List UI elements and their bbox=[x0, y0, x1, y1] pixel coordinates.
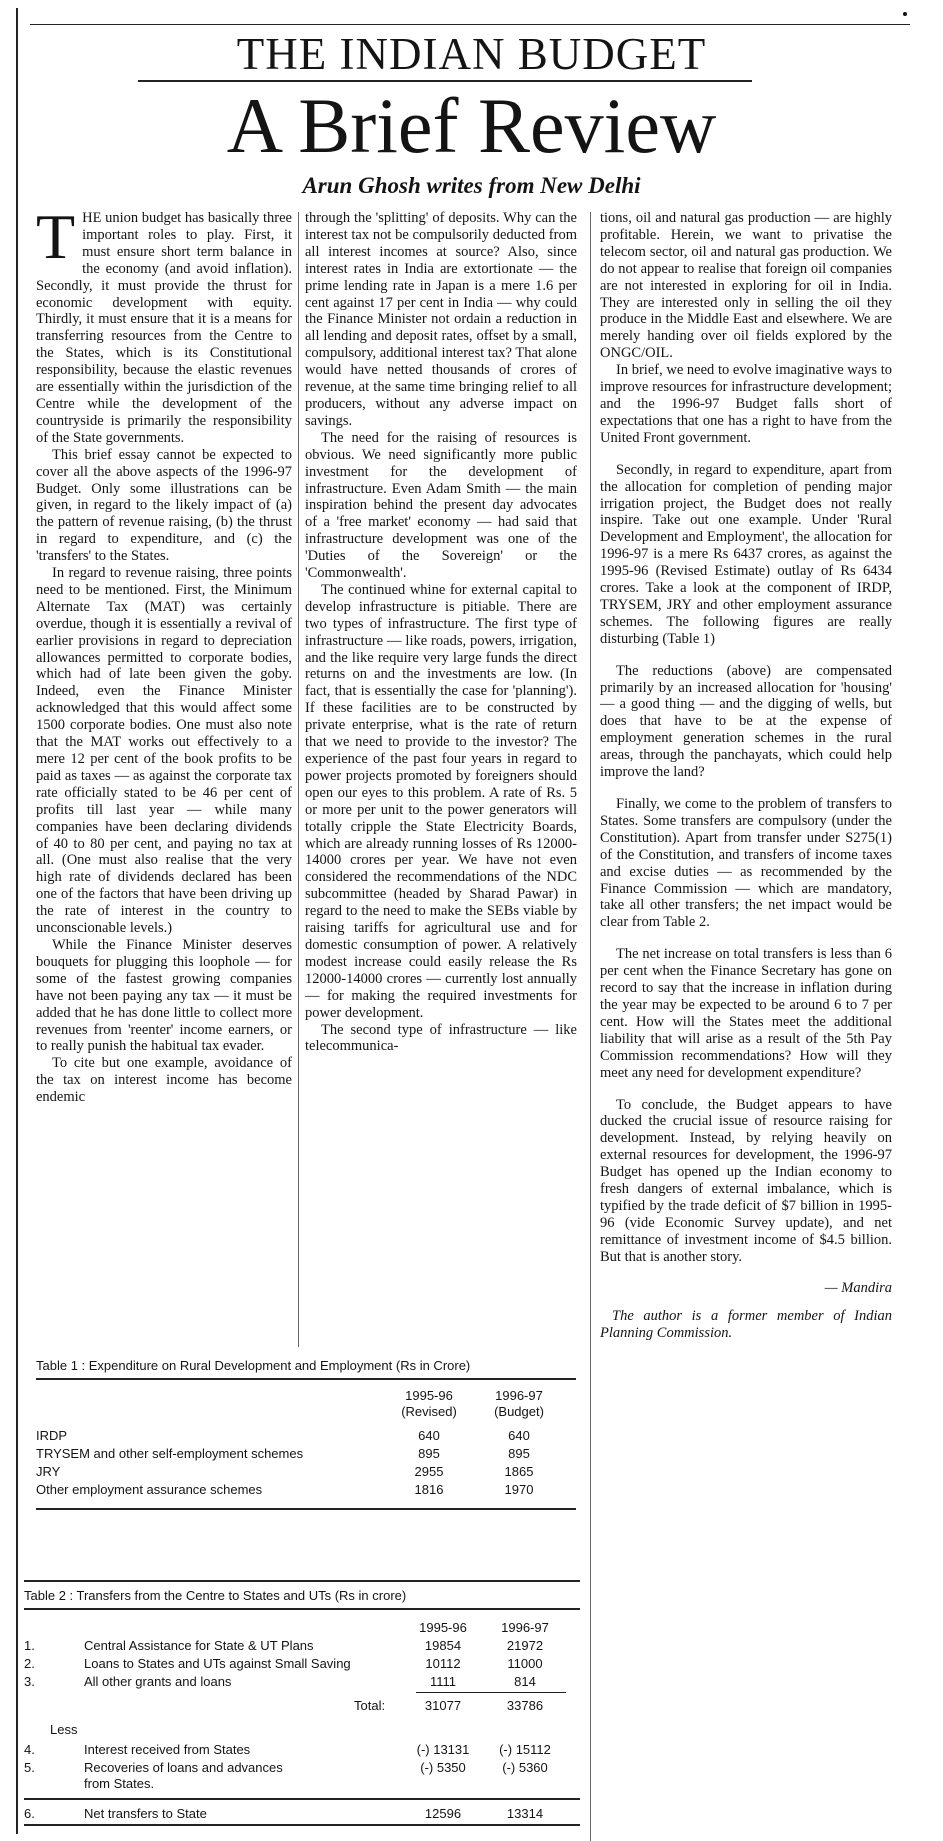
paragraph: While the Finance Minister deserves bouquets for plugging this loophole — for some of the fastest growing companies have not been paying any tax — it must be added that he has done little to collect more revenues from 'reenter' income earners, or to really punish the habitual tax evader. bbox=[36, 936, 292, 1055]
cell-value: 1865 bbox=[504, 1464, 534, 1479]
less-label: Less bbox=[50, 1722, 78, 1737]
paragraph: This brief essay cannot be expected to cover all the above aspects of the 1996-97 Budget. Only some illustrations can be given, in regard to the likely impact of (a) the pattern of revenue raising, (b) the thrust in regard to expenditure, and (c) the 'transfers' to the States. bbox=[36, 446, 292, 565]
paragraph: In brief, we need to evolve imaginative ways to improve resources for infrastructure development; and the 1996-97 Budget falls short of expectations that one has a right to have from the United Front government. bbox=[600, 362, 892, 446]
table-rule bbox=[24, 1608, 580, 1610]
article-column-1 bbox=[36, 210, 292, 1348]
column-header: 1996-97 bbox=[501, 1620, 549, 1635]
paragraph: The need for the raising of resources is obvious. We need significantly more public investment for the development of infrastructure. Even Adam Smith — the main inspiration behind the present day advocates of a 'free market' economy — had said that infrastructure development was one of the 'Duties of the Sovereign' or the 'Commonwealth'. bbox=[305, 429, 577, 582]
article-headline: A Brief Review bbox=[226, 82, 717, 169]
cell-value: 814 bbox=[514, 1674, 536, 1689]
table-caption: Table 2 : Transfers from the Centre to States and UTs (Rs in crore) bbox=[24, 1588, 407, 1603]
cell-value: 19854 bbox=[424, 1638, 462, 1653]
cell-value: 640 bbox=[508, 1428, 530, 1443]
cell-value: 10112 bbox=[425, 1656, 461, 1671]
table-caption: Table 1 : Expenditure on Rural Development and Employment (Rs in Crore) bbox=[36, 1358, 471, 1373]
paragraph: The reductions (above) are compensated primarily by an increased allocation for 'housing' — a good thing — and the digging of wells, but does that have to be at the expense of employment generation schemes in the rural areas, through the panchayats, which could help improve the land? bbox=[600, 662, 892, 781]
table-1 bbox=[36, 1358, 576, 1548]
article-column-2 bbox=[305, 210, 577, 1348]
column-header: 1995-96 bbox=[405, 1388, 453, 1403]
table-row bbox=[36, 1446, 576, 1462]
article-column-3 bbox=[600, 210, 892, 1820]
column-divider-2 bbox=[590, 212, 591, 1841]
table-row bbox=[24, 1674, 580, 1690]
table-row bbox=[24, 1722, 580, 1738]
table-row bbox=[24, 1776, 580, 1792]
row-label: Recoveries of loans and advances bbox=[84, 1760, 283, 1775]
row-label: Net transfers to State bbox=[84, 1806, 207, 1821]
column-header: 1995-96 bbox=[419, 1620, 467, 1635]
table-rule bbox=[36, 1508, 576, 1510]
signoff: — Mandira bbox=[824, 1279, 892, 1296]
cell-value: 13314 bbox=[506, 1806, 544, 1821]
row-number: 4. bbox=[24, 1742, 35, 1757]
cell-value: (-) 5350 bbox=[420, 1760, 466, 1775]
paragraph: Finally, we come to the problem of transfers to States. Some transfers are compulsory (under the Constitution). Apart from transfer under S275(1) of the Constitution, and transfers of income taxes and excise duties — as recommended by the Finance Commission — which are mandatory, take all other transfers; the net impact would be clear from Table 2. bbox=[600, 796, 892, 931]
print-speck bbox=[903, 12, 907, 16]
author-note: The author is a former member of Indian Planning Commission. bbox=[600, 1308, 892, 1342]
paragraph: The net increase on total transfers is less than 6 per cent when the Finance Secretary has gone on record to say that the increase in inflation during the year may be expected to be around 6 to 7 per cent. How will the States meet the additional liability that will arise as a result of the 5th Pay Commission recommendations? How will they meet any need for development expenditure? bbox=[600, 946, 892, 1081]
row-number: 3. bbox=[24, 1674, 35, 1689]
column-divider-1 bbox=[298, 212, 299, 1347]
row-label: JRY bbox=[36, 1464, 61, 1479]
cell-value: 1970 bbox=[504, 1482, 534, 1497]
cell-value: 640 bbox=[418, 1428, 440, 1443]
row-label: Other employment assurance schemes bbox=[36, 1482, 263, 1497]
cell-value: 12596 bbox=[424, 1806, 462, 1821]
table-row bbox=[24, 1760, 580, 1776]
article-kicker: THE INDIAN BUDGET bbox=[236, 29, 707, 79]
cell-value: 31077 bbox=[424, 1698, 462, 1713]
cell-value: (-) 15112 bbox=[499, 1742, 551, 1757]
paragraph: tions, oil and natural gas production — are highly profitable. Herein, we want to privatise the telecom sector, oil and natural gas production. We do not appear to realise that foreign oil companies are not interested in exploring for oil in India. They are interested only in selling the oil they produce in the Middle East and elsewhere. We are merely handing over oil fields explored by the ONGC/OIL. bbox=[600, 210, 892, 362]
column-header: 1996-97 bbox=[495, 1388, 543, 1403]
column-header: (Revised) bbox=[401, 1404, 457, 1419]
paragraph: To cite but one example, avoidance of the tax on interest income has become endemic bbox=[36, 1055, 292, 1106]
cell-value: 2955 bbox=[414, 1464, 444, 1479]
table-total-row bbox=[24, 1698, 580, 1714]
paragraph: THE union budget has basically three important roles to play. First, it must ensure short term balance in the economy (and avoid inflation). Secondly, it must provide the thrust for economic development with equity. Thirdly, it must ensure that it is a means for transferring resources from the Centre to the States, which is its Constitutional responsibility, because the elastic revenues are essentially within the jurisdiction of the Centre while the development of the countryside is primarily the responsibility of the State governments. bbox=[36, 210, 292, 446]
paragraph: In regard to revenue raising, three points need to be mentioned. First, the Minimum Alternate Tax (MAT) was certainly overdue, though it is essentially a revival of earlier provisions in regard to depreciation allowances permitted to corporate bodies, which had of late been given the goby. Indeed, even the Finance Minister acknowledged that this would affect some 1500 corporate bodies. One must also note that the MAT works out effectively to a mere 12 per cent of the book profits to be paid as taxes — as against the corporate tax rate officially stated to be 46 per cent of profits till last year — while many companies have been declaring dividends of 40 to 80 per cent, and paying no tax at all. (One must also realise that the very high rate of dividends declared has been one of the factors that have been driving up the rate of interest in the country to unconscionable levels.) bbox=[36, 565, 292, 937]
total-label: Total: bbox=[354, 1698, 386, 1713]
table-rule bbox=[36, 1378, 576, 1380]
table-rule bbox=[24, 1798, 580, 1800]
row-label: Interest received from States bbox=[84, 1742, 251, 1757]
row-number: 2. bbox=[24, 1656, 35, 1671]
table-row bbox=[36, 1482, 576, 1498]
paragraph: The continued whine for external capital to develop infrastructure is pitiable. There are two types of infrastructure. The first type of infrastructure — like roads, powers, irrigation, and the like require very large funds the direct returns on and the investments are low. (In fact, that is essentially the case for 'planning'). If these facilities are to be constructed by private enterprise, what is the rate of return that we need to provide to the investor? The experience of the past four years in regard to power projects promoted by foreigners should open our eyes to this problem. A rate of Rs. 5 or more per unit to the power generators will totally cripple the State Electricity Boards, which are already running losses of Rs 12000-14000 crores per year. We have not even considered the recommendations of the NDC subcommittee (headed by Sharad Pawar) in regard to the need to make the SEBs viable by raising tariffs for agricultural use and for domestic consumption of power. A relatively modest increase could easily release the Rs 12000-14000 crores — currently lost annually — for making the required investments for power development. bbox=[305, 581, 577, 1021]
table-row bbox=[24, 1638, 580, 1654]
table-row bbox=[36, 1428, 576, 1444]
cell-value: 1111 bbox=[429, 1674, 457, 1689]
table-net-row bbox=[24, 1806, 580, 1822]
table-2 bbox=[24, 1580, 580, 1830]
cell-value: (-) 13131 bbox=[416, 1742, 470, 1757]
cell-value: 21972 bbox=[506, 1638, 544, 1653]
total-rule bbox=[416, 1692, 566, 1693]
row-label: TRYSEM and other self-employment schemes bbox=[36, 1446, 304, 1461]
paragraph: Secondly, in regard to expenditure, apart from the allocation for completion of pending major irrigation project, the Budget does not really inspire. Take out one example. Under 'Rural Development and Employment', the allocation for 1996-97 is a mere Rs 6437 crores, as against the 1995-96 (Revised Estimate) outlay of Rs 6434 crores. Take a look at the component of IRDP, TRYSEM, JRY and other employment assurance schemes. The following figures are really disturbing (Table 1) bbox=[600, 461, 892, 647]
top-rule bbox=[30, 24, 910, 25]
table-header-row bbox=[36, 1404, 576, 1420]
table-header-row bbox=[24, 1620, 580, 1636]
article-byline: Arun Ghosh writes from New Delhi bbox=[302, 173, 641, 198]
row-label: Loans to States and UTs against Small Saving bbox=[84, 1656, 351, 1671]
cell-value: 895 bbox=[508, 1446, 530, 1461]
paragraph: The second type of infrastructure — like telecommunica- bbox=[305, 1021, 577, 1055]
row-number: 1. bbox=[24, 1638, 35, 1653]
table-row bbox=[24, 1656, 580, 1672]
cell-value: 11000 bbox=[507, 1656, 543, 1671]
cell-value: 1816 bbox=[414, 1482, 444, 1497]
cell-value: 895 bbox=[418, 1446, 440, 1461]
cell-value: (-) 5360 bbox=[502, 1760, 548, 1775]
row-label: Central Assistance for State & UT Plans bbox=[84, 1638, 314, 1653]
page-left-border bbox=[16, 8, 18, 1834]
paragraph: through the 'splitting' of deposits. Why can the interest tax not be compulsorily deducted from all interest incomes at source? Also, since interest rates in India are extortionate — the prime lending rate in Japan is a mere 1.6 per cent against 17 per cent in India — why could the Finance Minister not ordain a reduction in all lending and deposit rates, offset by a small, compulsory, additional interest tax? That alone would have netted thousands of crores of revenue, at the same time bringing relief to all producers, without any adverse impact on savings. bbox=[305, 210, 577, 429]
row-label: All other grants and loans bbox=[84, 1674, 232, 1689]
drop-cap: T bbox=[36, 210, 76, 272]
column-header: (Budget) bbox=[494, 1404, 544, 1419]
row-number: 6. bbox=[24, 1806, 35, 1821]
row-number: 5. bbox=[24, 1760, 35, 1775]
table-rule bbox=[24, 1824, 580, 1826]
cell-value: 33786 bbox=[506, 1698, 544, 1713]
table-header-row bbox=[36, 1388, 576, 1404]
row-label: IRDP bbox=[36, 1428, 68, 1443]
paragraph: To conclude, the Budget appears to have ducked the crucial issue of resource raising for development. Instead, by relying heavily on external resources for development, the 1996-97 Budget has opened up the Indian economy to fresh dangers of external imbalance, which is typified by the trade deficit of $7 billion in 1995-96 (vide Economic Survey update), and net remittance of investment income of $4.5 billion. But that is another story. bbox=[600, 1096, 892, 1265]
table-row bbox=[36, 1464, 576, 1480]
row-label-continued: from States. bbox=[84, 1776, 155, 1791]
table-row bbox=[24, 1742, 580, 1758]
table-rule bbox=[24, 1580, 580, 1582]
